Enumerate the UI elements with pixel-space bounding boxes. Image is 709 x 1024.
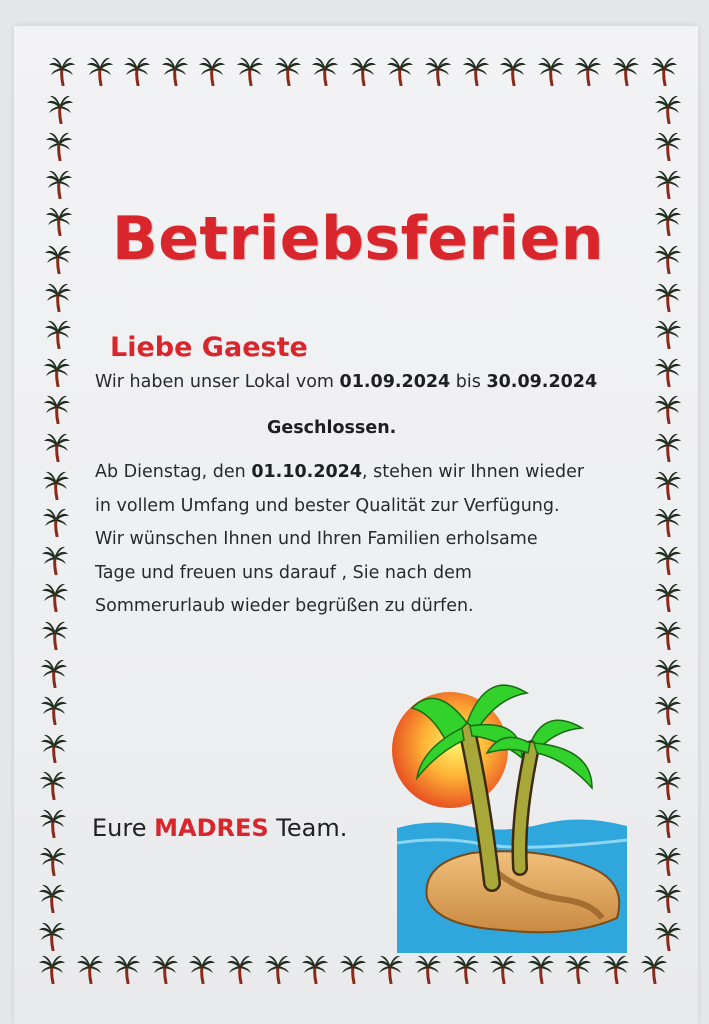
palm-tree-icon	[654, 620, 682, 650]
palm-tree-icon	[424, 56, 452, 86]
paragraph-line-2	[95, 462, 584, 482]
palm-tree-icon	[274, 56, 302, 86]
palm-tree-icon	[161, 56, 189, 86]
palm-tree-icon	[654, 582, 682, 612]
palm-tree-icon	[654, 695, 682, 725]
palm-tree-icon	[43, 357, 71, 387]
date-to: 30.09.2024	[486, 372, 598, 392]
palm-tree-icon	[311, 56, 339, 86]
palm-tree-icon	[44, 244, 72, 274]
palm-tree-icon	[45, 169, 73, 199]
palm-tree-icon	[43, 432, 71, 462]
palm-tree-icon	[349, 56, 377, 86]
palm-tree-icon	[654, 169, 682, 199]
text-segment: Eure	[92, 814, 155, 842]
palm-tree-icon	[45, 206, 73, 236]
palm-tree-icon	[339, 954, 367, 984]
palm-tree-icon	[301, 954, 329, 984]
palm-tree-icon	[654, 808, 682, 838]
palm-tree-icon	[654, 357, 682, 387]
palm-tree-icon	[113, 954, 141, 984]
palm-tree-icon	[42, 507, 70, 537]
palm-tree-icon	[654, 846, 682, 876]
palm-tree-icon	[46, 94, 74, 124]
palm-tree-icon	[236, 56, 264, 86]
palm-tree-icon	[76, 954, 104, 984]
palm-tree-icon	[40, 733, 68, 763]
palm-tree-icon	[226, 954, 254, 984]
palm-tree-icon	[264, 954, 292, 984]
paragraph-line-6: Sommerurlaub wieder begrüßen zu dürfen.	[95, 596, 474, 616]
palm-tree-icon	[654, 470, 682, 500]
text-segment: Team.	[268, 814, 348, 842]
palm-tree-icon	[650, 56, 678, 86]
palm-tree-icon	[654, 244, 682, 274]
palm-tree-icon	[38, 883, 66, 913]
palm-tree-icon	[452, 954, 480, 984]
palm-tree-icon	[574, 56, 602, 86]
restaurant-name: MADRES	[154, 814, 269, 842]
palm-tree-icon	[499, 56, 527, 86]
palm-tree-icon	[39, 770, 67, 800]
palm-tree-icon	[41, 545, 69, 575]
palm-tree-icon	[654, 432, 682, 462]
palm-tree-icon	[45, 131, 73, 161]
palm-tree-icon	[564, 954, 592, 984]
palm-tree-icon	[123, 56, 151, 86]
paragraph-line-3: in vollem Umfang und bester Qualität zur Verfügung.	[95, 496, 560, 516]
palm-tree-icon	[654, 733, 682, 763]
text-segment: Wir haben unser Lokal vom	[95, 372, 340, 392]
palm-tree-icon	[86, 56, 114, 86]
reopen-date: 01.10.2024	[251, 462, 363, 482]
palm-tree-icon	[414, 954, 442, 984]
paragraph-line-5: Tage und freuen uns darauf , Sie nach dem	[95, 563, 472, 583]
palm-tree-icon	[39, 808, 67, 838]
palm-tree-icon	[41, 620, 69, 650]
palm-tree-icon	[489, 954, 517, 984]
greeting: Liebe Gaeste	[110, 332, 308, 363]
palm-tree-icon	[44, 319, 72, 349]
palm-tree-icon	[654, 131, 682, 161]
palm-tree-icon	[537, 56, 565, 86]
palm-tree-icon	[654, 507, 682, 537]
signature	[92, 814, 347, 842]
palm-tree-icon	[654, 658, 682, 688]
palm-tree-icon	[640, 954, 668, 984]
paragraph-line-1	[95, 372, 597, 392]
notice-title: Betriebsferien	[112, 204, 604, 274]
palm-tree-icon	[654, 883, 682, 913]
text-segment: Ab Dienstag, den	[95, 462, 252, 482]
palm-tree-icon	[38, 921, 66, 951]
paragraph-line-4: Wir wünschen Ihnen und Ihren Familien erholsame	[95, 529, 538, 549]
palm-tree-icon	[654, 94, 682, 124]
palm-tree-icon	[151, 954, 179, 984]
palm-tree-icon	[41, 582, 69, 612]
palm-tree-icon	[654, 770, 682, 800]
palm-tree-icon	[48, 56, 76, 86]
date-from: 01.09.2024	[339, 372, 451, 392]
palm-tree-icon	[654, 545, 682, 575]
palm-tree-icon	[40, 695, 68, 725]
palm-tree-icon	[654, 394, 682, 424]
palm-tree-icon	[602, 954, 630, 984]
palm-tree-icon	[38, 954, 66, 984]
palm-tree-icon	[654, 206, 682, 236]
island-palm-sunset-icon	[392, 668, 632, 958]
palm-tree-icon	[40, 658, 68, 688]
palm-tree-icon	[462, 56, 490, 86]
palm-tree-icon	[44, 282, 72, 312]
palm-tree-icon	[188, 954, 216, 984]
palm-tree-icon	[43, 394, 71, 424]
palm-tree-icon	[39, 846, 67, 876]
palm-tree-icon	[386, 56, 414, 86]
palm-tree-icon	[527, 954, 555, 984]
closed-label: Geschlossen.	[267, 418, 397, 438]
palm-tree-icon	[612, 56, 640, 86]
palm-tree-icon	[654, 282, 682, 312]
palm-tree-icon	[654, 921, 682, 951]
palm-tree-icon	[42, 470, 70, 500]
palm-tree-icon	[376, 954, 404, 984]
text-segment: bis	[450, 372, 487, 392]
palm-tree-icon	[654, 319, 682, 349]
text-segment: , stehen wir Ihnen wieder	[362, 462, 585, 482]
palm-tree-icon	[198, 56, 226, 86]
